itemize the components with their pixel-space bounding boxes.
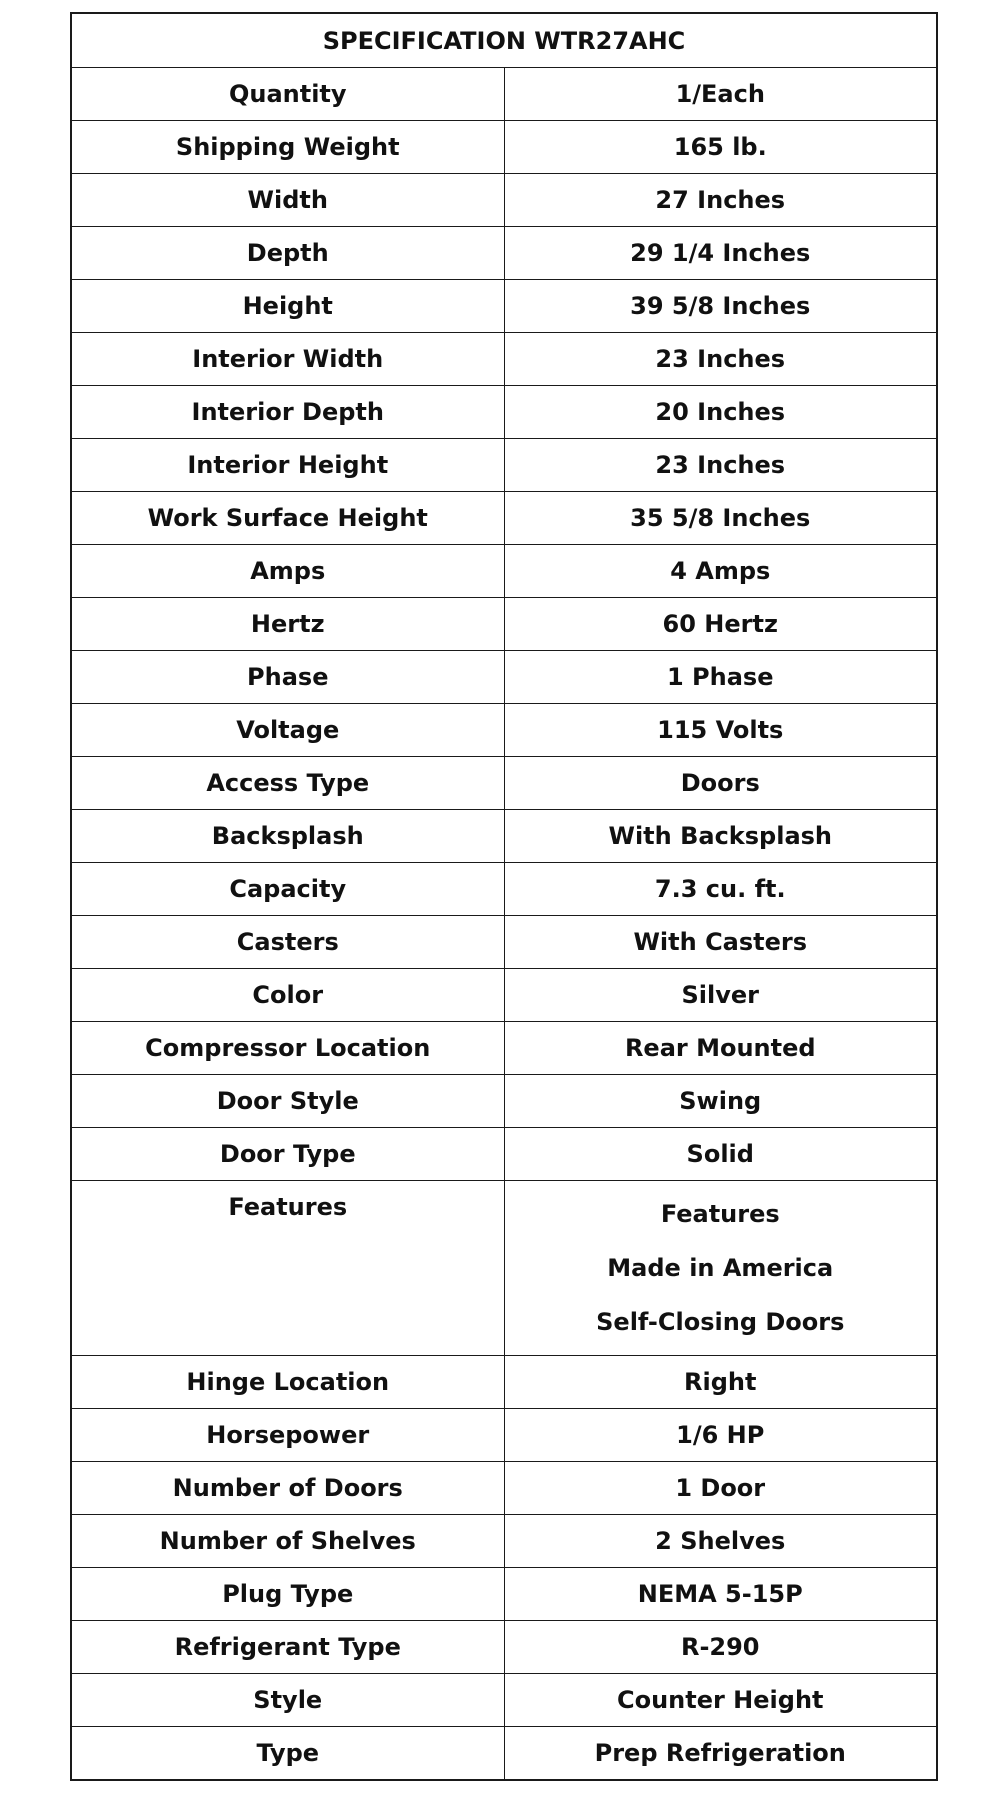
spec-value: 165 lb. (504, 121, 937, 174)
table-row (71, 810, 937, 863)
table-row (71, 439, 937, 492)
spec-label: Work Surface Height (71, 492, 504, 545)
table-row (71, 1462, 937, 1515)
spec-label: Interior Width (71, 333, 504, 386)
table-row (71, 757, 937, 810)
spec-value: NEMA 5-15P (504, 1568, 937, 1621)
spec-value: 4 Amps (504, 545, 937, 598)
spec-label: Access Type (71, 757, 504, 810)
spec-value: Doors (504, 757, 937, 810)
spec-value: Silver (504, 969, 937, 1022)
spec-value: 2 Shelves (504, 1515, 937, 1568)
spec-label: Quantity (71, 68, 504, 121)
table-row (71, 492, 937, 545)
table-row (71, 227, 937, 280)
spec-label: Depth (71, 227, 504, 280)
spec-value: 29 1/4 Inches (504, 227, 937, 280)
spec-label: Amps (71, 545, 504, 598)
spec-label: Hinge Location (71, 1356, 504, 1409)
spec-label: Height (71, 280, 504, 333)
table-row (71, 969, 937, 1022)
table-row (71, 333, 937, 386)
spec-label: Number of Doors (71, 1462, 504, 1515)
spec-label: Interior Height (71, 439, 504, 492)
spec-value: Swing (504, 1075, 937, 1128)
spec-label: Style (71, 1674, 504, 1727)
spec-value: Rear Mounted (504, 1022, 937, 1075)
spec-label: Backsplash (71, 810, 504, 863)
table-row (71, 121, 937, 174)
table-header-row (71, 13, 937, 68)
spec-label: Type (71, 1727, 504, 1781)
table-row (71, 1568, 937, 1621)
table-row (71, 863, 937, 916)
spec-label: Number of Shelves (71, 1515, 504, 1568)
spec-value: 1 Door (504, 1462, 937, 1515)
table-row (71, 598, 937, 651)
table-row (71, 545, 937, 598)
table-row (71, 174, 937, 227)
spec-value: With Casters (504, 916, 937, 969)
spec-label: Phase (71, 651, 504, 704)
spec-value: 23 Inches (504, 439, 937, 492)
table-row (71, 1515, 937, 1568)
spec-value: With Backsplash (504, 810, 937, 863)
spec-value: 115 Volts (504, 704, 937, 757)
table-row (71, 68, 937, 121)
spec-value: 60 Hertz (504, 598, 937, 651)
spec-value: 7.3 cu. ft. (504, 863, 937, 916)
table-row (71, 386, 937, 439)
spec-label: Door Type (71, 1128, 504, 1181)
table-row (71, 704, 937, 757)
spec-value: 39 5/8 Inches (504, 280, 937, 333)
spec-value (504, 1181, 937, 1356)
spec-value: 1/Each (504, 68, 937, 121)
spec-value: Prep Refrigeration (504, 1727, 937, 1781)
spec-label: Width (71, 174, 504, 227)
spec-label: Color (71, 969, 504, 1022)
spec-value: 27 Inches (504, 174, 937, 227)
spec-label: Interior Depth (71, 386, 504, 439)
spec-label: Hertz (71, 598, 504, 651)
spec-value: Counter Height (504, 1674, 937, 1727)
spec-label: Voltage (71, 704, 504, 757)
table-row (71, 1674, 937, 1727)
specification-table (70, 12, 938, 1781)
spec-value: 1/6 HP (504, 1409, 937, 1462)
table-row (71, 280, 937, 333)
spec-value-line: Made in America (607, 1254, 834, 1282)
spec-value: 20 Inches (504, 386, 937, 439)
spec-label: Capacity (71, 863, 504, 916)
table-row (71, 1356, 937, 1409)
spec-value-line: Self-Closing Doors (596, 1308, 845, 1336)
table-row (71, 1075, 937, 1128)
spec-value: Solid (504, 1128, 937, 1181)
spec-value: R-290 (504, 1621, 937, 1674)
spec-label: Features (71, 1181, 504, 1356)
spec-value: 35 5/8 Inches (504, 492, 937, 545)
table-row (71, 1022, 937, 1075)
table-row (71, 1621, 937, 1674)
spec-value: 23 Inches (504, 333, 937, 386)
table-row (71, 1181, 937, 1356)
spec-label: Refrigerant Type (71, 1621, 504, 1674)
table-body (71, 68, 937, 1781)
table-row (71, 1727, 937, 1781)
table-row (71, 1409, 937, 1462)
spec-label: Door Style (71, 1075, 504, 1128)
spec-value-line: Features (660, 1200, 780, 1228)
table-row (71, 1128, 937, 1181)
spec-label: Compressor Location (71, 1022, 504, 1075)
spec-label: Horsepower (71, 1409, 504, 1462)
spec-value: 1 Phase (504, 651, 937, 704)
spec-label: Shipping Weight (71, 121, 504, 174)
table-title: SPECIFICATION WTR27AHC (71, 13, 937, 68)
spec-label: Casters (71, 916, 504, 969)
table-row (71, 651, 937, 704)
spec-label: Plug Type (71, 1568, 504, 1621)
table-row (71, 916, 937, 969)
spec-value: Right (504, 1356, 937, 1409)
